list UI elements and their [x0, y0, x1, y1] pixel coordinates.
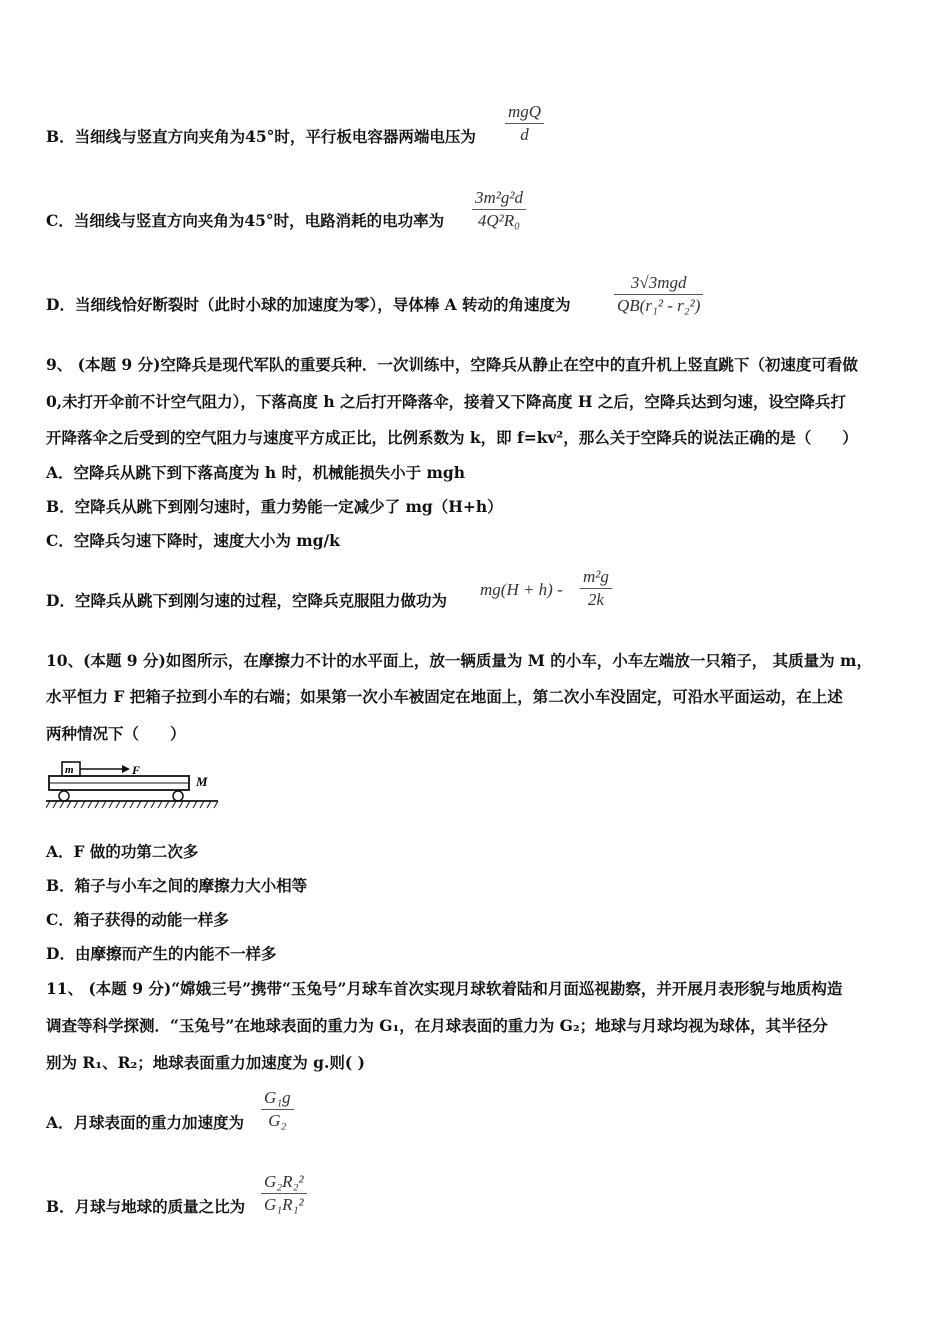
q9-option-d: [46, 590, 447, 612]
q11-stem-line-2: 调查等科学探测．“玉兔号”在地球表面的重力为 G₁，在月球表面的重力为 G₂；地球与月球均视为球体，其半径分: [46, 1016, 828, 1035]
box-label: m: [65, 764, 74, 776]
q8-c-numerator: 3m²g²d: [472, 187, 526, 210]
cart-label: M: [196, 774, 208, 789]
q8-option-b: [46, 126, 476, 148]
q11-a-numerator: G₁g: [261, 1087, 294, 1110]
q9-stem-line-1: 9、 (本题 9 分)空降兵是现代军队的重要兵种．一次训练中，空降兵从静止在空中的直升机上竖直跳下（初速度可看做: [46, 355, 858, 374]
q9-stem-line-3: 开降落伞之后受到的空气阻力与速度平方成正比，比例系数为 k，即 f=kv²，那么关于空降兵的说法正确的是（ ）: [46, 428, 858, 447]
q8-option-b-fraction: [505, 101, 544, 146]
q10-option-c: C．箱子获得的动能一样多: [46, 910, 229, 929]
q11-option-b-text: B．月球与地球的质量之比为: [46, 1197, 246, 1216]
cart-wheel-right: [173, 791, 183, 801]
q11-b-denominator: G₁R₁²: [264, 1195, 304, 1214]
q9-option-c: C．空降兵匀速下降时，速度大小为 mg/k: [46, 531, 340, 550]
q10-stem-line-1: 10、(本题 9 分)如图所示，在摩擦力不计的水平面上，放一辆质量为 M 的小车，小车左端放一只箱子， 其质量为 m，: [46, 651, 872, 670]
q10-stem-line-2: 水平恒力 F 把箱子拉到小车的右端；如果第一次小车被固定在地面上，第二次小车没固定，可沿水平面运动，在上述: [46, 687, 843, 706]
q8-option-b-text: B．当细线与竖直方向夹角为45°时，平行板电容器两端电压为: [46, 127, 476, 146]
q10-stem-line-3: 两种情况下（ ）: [46, 724, 186, 743]
q11-option-b: [46, 1196, 245, 1218]
ground-hatching: [46, 801, 218, 808]
q11-b-numerator: G₂R₂²: [261, 1171, 307, 1194]
q11-option-b-fraction: [261, 1171, 307, 1216]
q8-d-denominator: QB(r₁² - r₂²): [617, 296, 701, 315]
q8-option-d: [46, 294, 571, 316]
q11-stem-line-1: 11、 (本题 9 分)“嫦娥三号”携带“玉兔号”月球车首次实现月球软着陆和月面巡视勘察，并开展月表形貌与地质构造: [46, 979, 843, 998]
q10-option-a: A．F 做的功第二次多: [46, 842, 199, 861]
q8-option-c: [46, 210, 444, 232]
q8-option-c-fraction: [472, 187, 526, 232]
q9-option-a: A．空降兵从跳下到下落高度为 h 时，机械能损失小于 mgh: [46, 463, 465, 482]
q8-c-denominator: 4Q²R₀: [477, 211, 521, 230]
q9-option-d-expression: mg(H + h) -: [480, 580, 563, 599]
q8-option-d-text: D．当细线恰好断裂时（此时小球的加速度为零），导体棒 A 转动的角速度为: [46, 295, 571, 314]
cart-box-figure: [46, 758, 226, 824]
q8-b-numerator: mgQ: [505, 101, 544, 124]
q11-option-a-fraction: [261, 1087, 294, 1132]
q8-b-denominator: d: [520, 125, 529, 144]
q11-option-a: [46, 1112, 244, 1134]
q9-d-denominator: 2k: [587, 590, 604, 609]
q9-stem-line-2: 0,未打开伞前不计空气阻力），下落高度 h 之后打开降落伞，接着又下降高度 H 之后，空降兵达到匀速，设空降兵打: [46, 392, 846, 411]
q9-option-d-fraction: [580, 566, 612, 611]
q9-option-d-text: D．空降兵从跳下到刚匀速的过程，空降兵克服阻力做功为: [46, 591, 447, 610]
cart-wheel-left: [59, 791, 69, 801]
q11-stem-line-3: 别为 R₁、R₂；地球表面重力加速度为 g.则( ): [46, 1053, 365, 1072]
q9-d-numerator: m²g: [580, 566, 612, 589]
q8-d-numerator: 3√3mgd: [614, 272, 703, 295]
q10-option-b: B．箱子与小车之间的摩擦力大小相等: [46, 876, 308, 895]
q9-option-b: B．空降兵从跳下到刚匀速时，重力势能一定减少了 mg（H+h）: [46, 497, 503, 516]
q8-option-c-text: C．当细线与竖直方向夹角为45°时，电路消耗的电功率为: [46, 211, 445, 230]
q10-option-d: D．由摩擦而产生的内能不一样多: [46, 944, 277, 963]
q11-a-denominator: G₂: [268, 1111, 287, 1130]
force-label: F: [132, 763, 141, 777]
force-arrow-head: [122, 765, 130, 773]
q8-option-d-fraction: [614, 272, 703, 317]
q11-option-a-text: A．月球表面的重力加速度为: [46, 1113, 245, 1132]
